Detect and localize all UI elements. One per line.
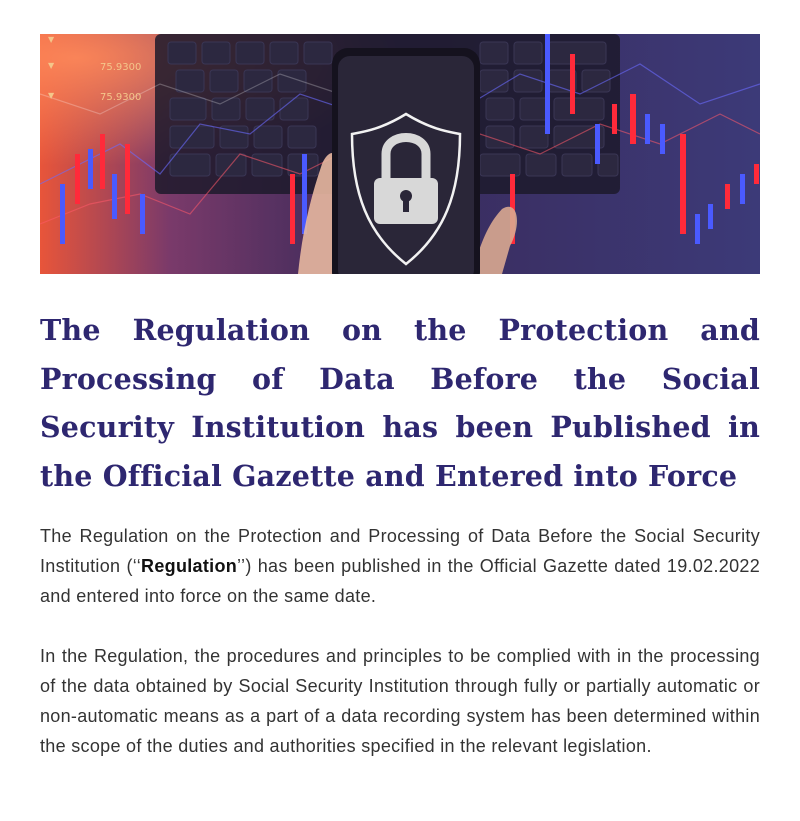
ticker-value-2: 75.9300 [100, 92, 142, 103]
paragraph-1-text-end: ’’) has been published in the Official Gazette dated 19.02.2022 and entered into force on the same date. [40, 556, 761, 606]
hero-image [40, 34, 760, 274]
hero-illustration [40, 34, 760, 274]
svg-text:▼: ▼ [48, 91, 55, 100]
svg-text:▼: ▼ [48, 61, 55, 70]
regulation-term-bold: Regulation [141, 556, 238, 576]
paragraph-1-text-start: The Regulation on the Protection and Processing of Data Before the Social Security Institution (‘‘ [40, 526, 760, 576]
article-title: The Regulation on the Protection and Processing of Data Before the Social Security Institution has been Published in the Official Gazette and Entered into Force [40, 313, 760, 493]
svg-text:▼: ▼ [48, 35, 55, 44]
article-paragraph-1 [40, 521, 760, 611]
ticker-value-1: 75.9300 [100, 62, 142, 73]
article-paragraph-2: In the Regulation, the procedures and principles to be complied with in the processing of the data obtained by Social Security Institution through fully or partially automatic or non-automatic means as a part of a data recording system has been determined within the scope of the duties and authorities specified in the relevant legislation. [40, 646, 760, 756]
